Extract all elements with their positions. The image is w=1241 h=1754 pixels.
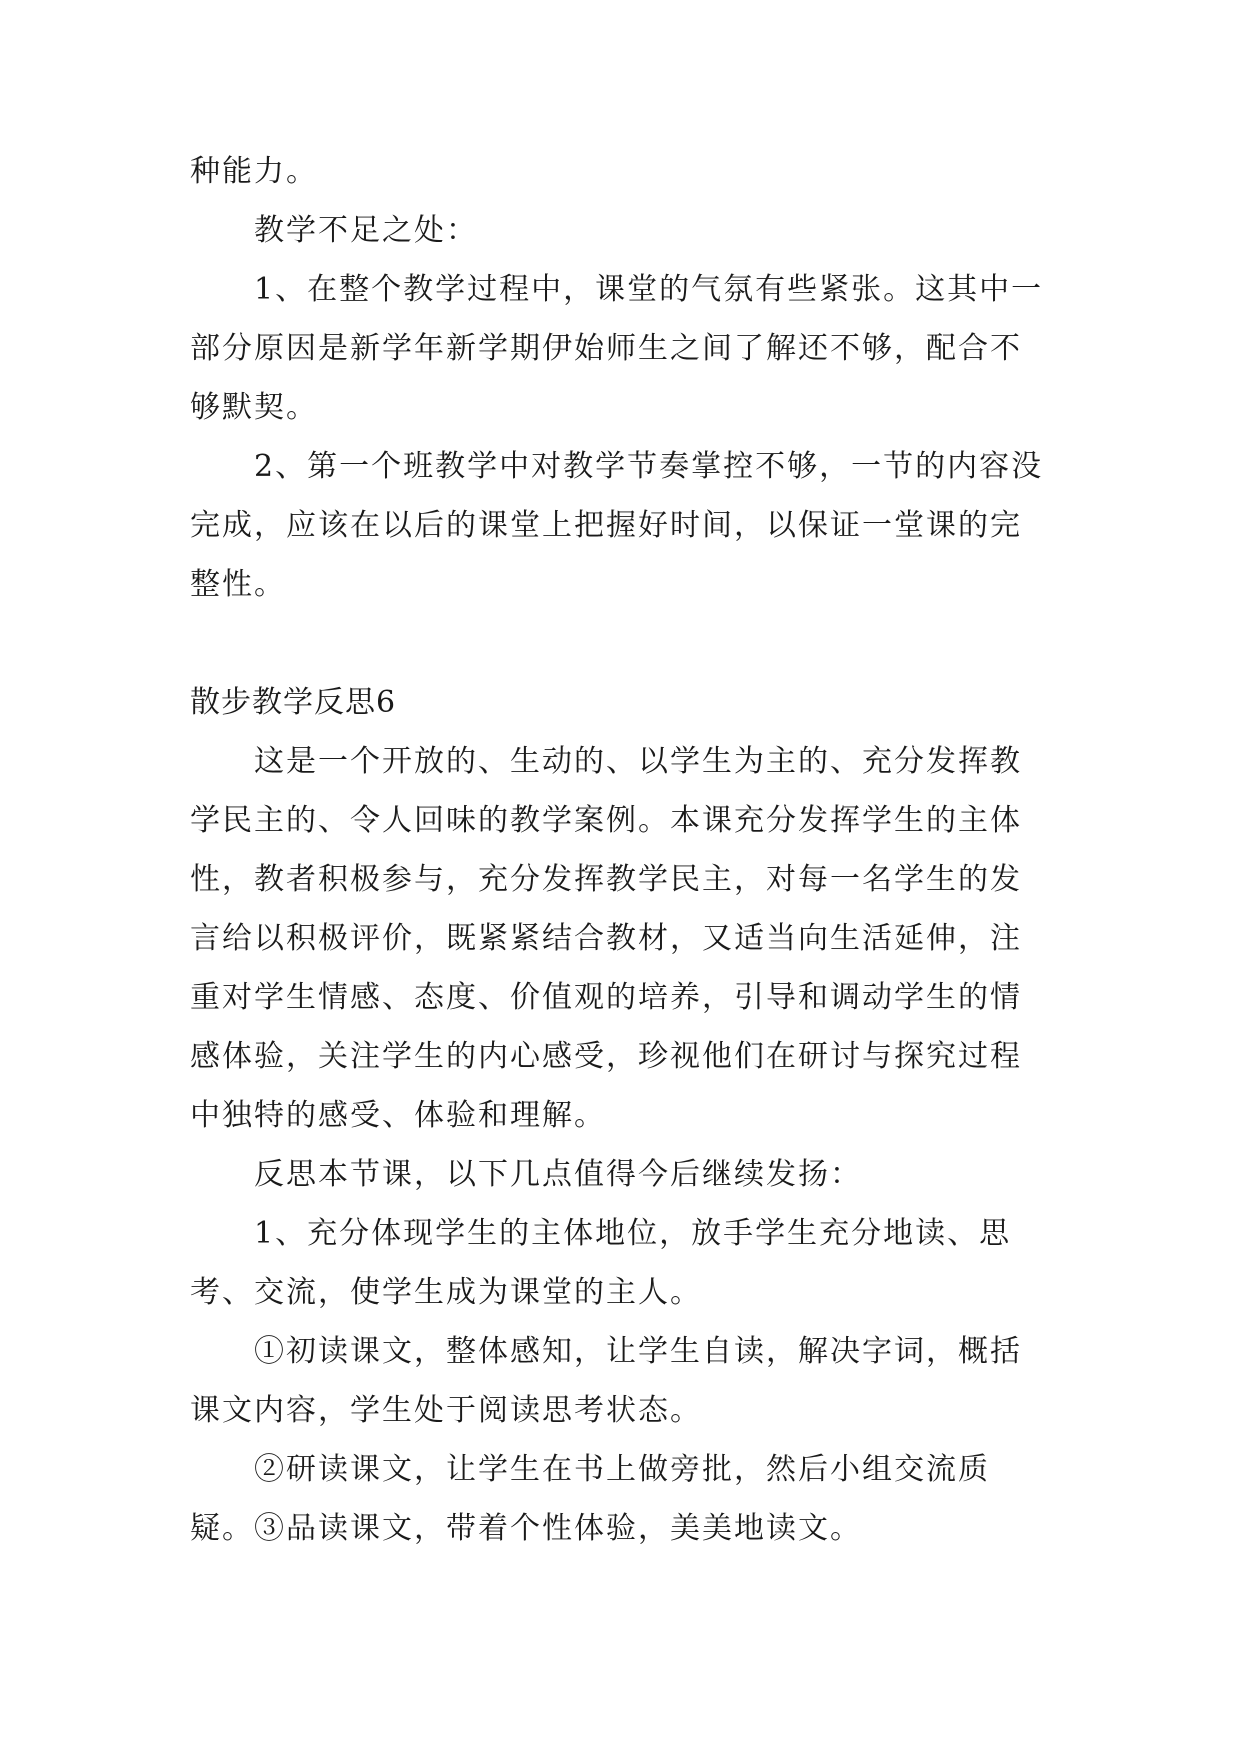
paragraph-case-summary: 这是一个开放的、生动的、以学生为主的、充分发挥教学民主的、令人回味的教学案例。本课充分发挥学生的主体性，教者积极参与，充分发挥教学民主，对每一名学生的发言给以积极评价，既紧紧结合教材，又适当向生活延伸，注重对学生情感、态度、价值观的培养，引导和调动学生的情感体验，关注学生的内心感受，珍视他们在研讨与探究过程中独特的感受、体验和理解。: [190, 744, 1022, 1133]
paragraph-reflection-intro: 反思本节课，以下几点值得今后继续发扬：: [254, 1157, 862, 1192]
list-item-appreciate-read: ③品读课文，带着个性体验，美美地读文。: [254, 1511, 862, 1546]
paragraph-point-1: 1、充分体现学生的主体地位，放手学生充分地读、思考、交流，使学生成为课堂的主人。: [190, 1216, 1012, 1310]
list-item-study-read: ②研读课文，让学生在书上做旁批，然后小组交流质疑。: [190, 1452, 990, 1546]
section-heading: 散步教学反思6: [190, 685, 397, 720]
paragraph-shortcoming-2: 2、第一个班教学中对教学节奏掌控不够，一节的内容没完成，应该在以后的课堂上把握好时间，以保证一堂课的完整性。: [190, 449, 1044, 602]
paragraph-shortcomings-title: 教学不足之处：: [254, 213, 478, 248]
paragraph-shortcoming-1: 1、在整个教学过程中，课堂的气氛有些紧张。这其中一部分原因是新学年新学期伊始师生之间了解还不够，配合不够默契。: [190, 272, 1044, 425]
list-item-first-read: ①初读课文，整体感知，让学生自读，解决字词，概括课文内容，学生处于阅读思考状态。: [190, 1334, 1022, 1428]
paragraph-continuation: 种能力。: [190, 154, 318, 189]
